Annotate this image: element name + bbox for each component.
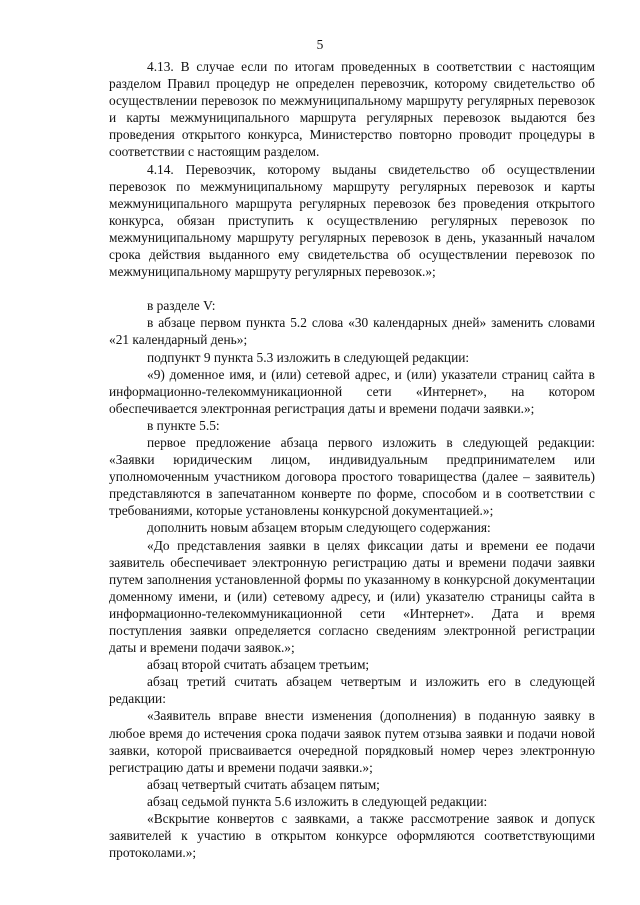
paragraph: «9) доменное имя, и (или) сетевой адрес, и (или) указатели страниц сайта в информационно-телекоммуникационной сети «Интернет», на котором обеспечивается электронная регистрация даты и времени подачи заявки.»; [109, 366, 595, 416]
paragraph: подпункт 9 пункта 5.3 изложить в следующей редакции: [147, 349, 470, 365]
paragraph: в пункте 5.5: [147, 417, 220, 433]
paragraph: абзац третий считать абзацем четвертым и изложить его в следующей редакции: [109, 674, 595, 707]
paragraph: 4.13. В случае если по итогам проведенных в соответствии с настоящим разделом Правил процедур не определен перевозчик, которому свидетельство об осуществлении перевозок по межмуниципальному маршруту регулярных перевозок и карты межмуниципального маршрута регулярных перевозок выдаются без проведения открытого конкурса, Министерство повторно проводит процедуры в соответствии с настоящим разделом. [109, 59, 595, 160]
paragraph: абзац второй считать абзацем третьим; [147, 657, 370, 673]
paragraph: 4.14. Перевозчик, которому выданы свидетельство об осуществлении перевозок по межмуниципальному маршруту регулярных перевозок и карты межмуниципального маршрута регулярных перевозок без проведения открытого конкурса, обязан приступить к осуществлению регулярных перевозок по межмуниципальному маршруту регулярных перевозок в день, указанный началом срока действия выданного ему свидетельства об осуществлении перевозок по межмуниципальному маршруту регулярных перевозок.»; [109, 161, 595, 280]
paragraph: «Заявитель вправе внести изменения (дополнения) в поданную заявку в любое время до истечения срока подачи заявок путем отзыва заявки и подачи новой заявки, которой присваивается очередной порядковый номер через электронную регистрацию даты и времени подачи заявки.»; [109, 708, 595, 775]
document-body [109, 58, 595, 861]
paragraph: «До представления заявки в целях фиксации даты и времени ее подачи заявитель обеспечивает электронную регистрацию даты и времени подачи заявки путем заполнения установленной формы по указанному в конкурсной документации доменному имени, и (или) сетевому адресу, и (или) указателю страницы сайта в информационно-телекоммуникационной сети «Интернет». Дата и время поступления заявки определяется согласно сведениям электронной регистрации даты и времени подачи заявок.»; [109, 537, 595, 656]
paragraph: в разделе V: [147, 298, 216, 314]
page-number: 5 [316, 37, 324, 52]
paragraph: «Вскрытие конвертов с заявками, а также рассмотрение заявок и допуск заявителей к участию в открытом конкурсе оформляются соответствующими протоколами.»; [109, 811, 595, 861]
paragraph: дополнить новым абзацем вторым следующего содержания: [147, 520, 491, 536]
paragraph: абзац четвертый считать абзацем пятым; [147, 776, 380, 792]
paragraph: в абзаце первом пункта 5.2 слова «30 календарных дней» заменить словами «21 календарный день»; [109, 315, 595, 348]
paragraph: абзац седьмой пункта 5.6 изложить в следующей редакции: [147, 793, 488, 809]
paragraph: первое предложение абзаца первого изложить в следующей редакции: «Заявки юридическим лицом, индивидуальным предпринимателем или уполномоченным участником договора простого товарищества (далее – заявитель) представляются в запечатанном конверте по форме, способом и в соответствии с требованиями, которые установлены конкурсной документацией.»; [109, 434, 595, 519]
